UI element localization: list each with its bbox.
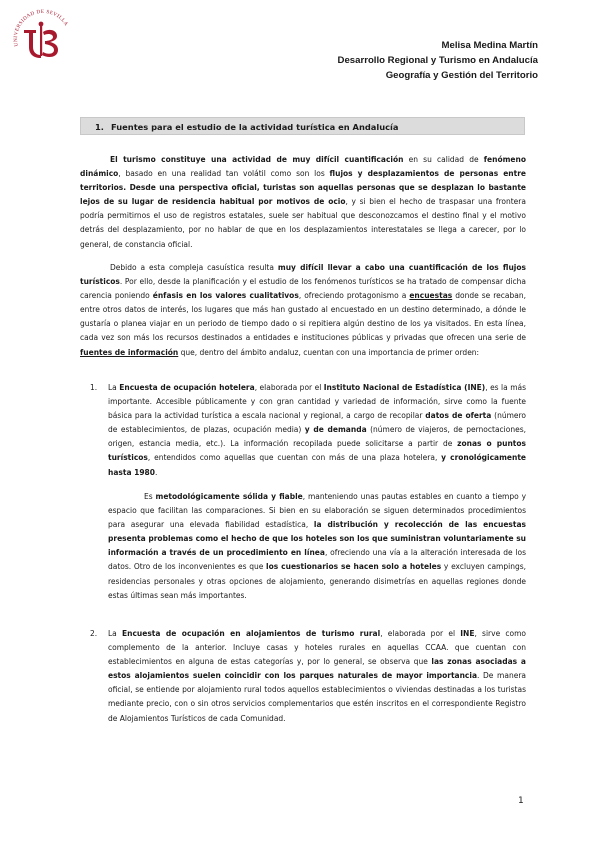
bold-text: fenómeno dinámico [80, 155, 526, 179]
text: , es la más importante. Accesible públicamente y con gran cantidad y variedad de información, sirve como la fuente básica para la actividad turística a escala nacional y regional, a cargo de recopilar [108, 383, 527, 421]
text: (número de viajeros, de pernoctaciones, origen, estancia media, etc.). La información recopilada puede solicitarse a partir de [108, 425, 526, 449]
author-name: Melisa Medina Martín [441, 40, 538, 51]
list-item-hotel-survey [108, 381, 526, 480]
list-item-hotel-survey-continued [108, 490, 526, 603]
text: Es [144, 492, 156, 501]
text: y excluyen campings, residencias personales y otras opciones de alojamiento, generando disimetrías en aquellas regiones donde estas últimas sean más importantes. [108, 562, 526, 600]
bold-text: zonas o puntos turísticos [108, 439, 526, 463]
document-header [338, 38, 538, 83]
bold-text: los cuestionarios se hacen solo a hoteles [266, 562, 442, 572]
bold-text: INE [460, 629, 475, 638]
text: , sirve como complemento de la anterior. Incluye casas y hoteles rurales en aquellas CCAA. que cuentan con establecimientos en alguna de estas categorías y, por lo general, se observa que [108, 629, 527, 667]
list-number: 2. [90, 629, 98, 638]
bold-text: Instituto Nacional de Estadística (INE) [323, 383, 486, 392]
bold-text: la distribución y recolección de las encuestas presenta problemas como el hecho de que los hoteles son los que suministran voluntariamente su información a través de un procedimiento en línea [108, 520, 526, 558]
bold-text: y de demanda [304, 425, 367, 435]
text: (número de establecimientos, de plazas, ocupación media) [108, 411, 527, 435]
text: que, dentro del ámbito andaluz, cuentan con una importancia de primer orden: [178, 347, 480, 357]
text: . Por ello, desde la planificación y el estudio de los fenómenos turísticos se ha tratado de compensar dicha carencia poniendo [80, 277, 526, 301]
list-number: 1. [90, 383, 98, 392]
text: donde se recaban, entre otros datos de interés, los lugares que más han gustado al encuestado en un destino determinado, a dónde le gustaría o planea viajar en un periodo de tiempo dado o si repitiera algún destino de los ya visitados. En esta línea, cada vez son más los recursos destinados a entidades e instituciones públicas y privadas que ofrecen una serie de [80, 291, 527, 343]
text: , ofreciendo una vía a la alteración interesada de los datos. Otro de los inconvenientes es que [108, 548, 526, 572]
course-title: Desarrollo Regional y Turismo en Andalucía [337, 55, 538, 66]
text: , elaborada por el [254, 383, 324, 392]
text: , elaborada por el [380, 629, 461, 638]
underlined-term: fuentes de información [80, 347, 179, 357]
list-item-rural-survey [108, 627, 526, 726]
bold-text: datos de oferta [425, 411, 492, 421]
bold-text: metodológicamente sólida y fiable [155, 492, 303, 501]
text: . [155, 467, 158, 477]
text: , y si bien el hecho de traspasar una frontera podría permitirnos el uso de registros estatales, suele ser habitual que desconozcamos el destino final y el motivo detrás del desplazamiento, por no hablar de que en los desplazamientos interestatales se llega a carecer, por lo general, de constancia oficial. [80, 197, 526, 249]
text: , entendidos como aquellas que cuentan con más de una plaza hotelera, [147, 453, 442, 463]
bold-text: flujos y desplazamientos de personas entre territorios. Desde una perspectiva oficial, turistas son aquellas personas que se desplazan lo bastante lejos de su lugar de residencia habitual por motivos de ocio [80, 169, 527, 207]
bold-text: muy difícil llevar a cabo una cuantificación de los flujos turísticos [80, 263, 526, 287]
text: La [108, 629, 122, 638]
section-number: 1. [95, 122, 104, 132]
logo-text: UNIVERSIDAD DE SEVILLA [12, 8, 70, 47]
bold-text: Encuesta de ocupación hotelera [119, 383, 255, 392]
page-number: 1 [518, 796, 524, 806]
text: , basado en una realidad tan volátil como son los [118, 169, 330, 179]
section-heading [80, 117, 525, 135]
university-logo [10, 6, 76, 72]
section-title: Fuentes para el estudio de la actividad turística en Andalucía [111, 122, 399, 132]
text: . De manera oficial, se entiende por alojamiento rural todos aquellos establecimientos o viviendas destinadas a los turistas mediante precio, con o sin otros servicios complementarios que estén inscritos en el correspondiente Registro de Alojamientos Turísticos de cada Comunidad. [108, 671, 526, 723]
bold-text: las zonas asociadas a estos alojamientos suelen coincidir con los parques naturales de mayor importancia [108, 657, 526, 681]
paragraph-sources [80, 261, 526, 360]
text: La [108, 383, 120, 392]
text: Debido a esta compleja casuística resulta [110, 263, 278, 272]
paragraph-intro [80, 153, 526, 252]
text: , ofreciendo protagonismo a [298, 291, 410, 301]
bold-text: énfasis en los valores cualitativos [152, 291, 299, 301]
subject-title: Geografía y Gestión del Territorio [385, 70, 538, 81]
bold-text: Encuesta de ocupación en alojamientos de turismo rural [122, 629, 381, 638]
text: en su calidad de [403, 155, 484, 164]
text: , manteniendo unas pautas estables en cuanto a tiempo y espacio que facilitan las comparaciones. Si bien en su elaboración se siguen determinados procedimientos para asegurar una elevada fiabilidad estadística, [108, 492, 527, 530]
bold-text: y cronológicamente hasta 1980 [108, 453, 526, 477]
bold-text: El turismo constituye una actividad de muy difícil cuantificación [110, 155, 404, 164]
underlined-term: encuestas [409, 291, 453, 301]
